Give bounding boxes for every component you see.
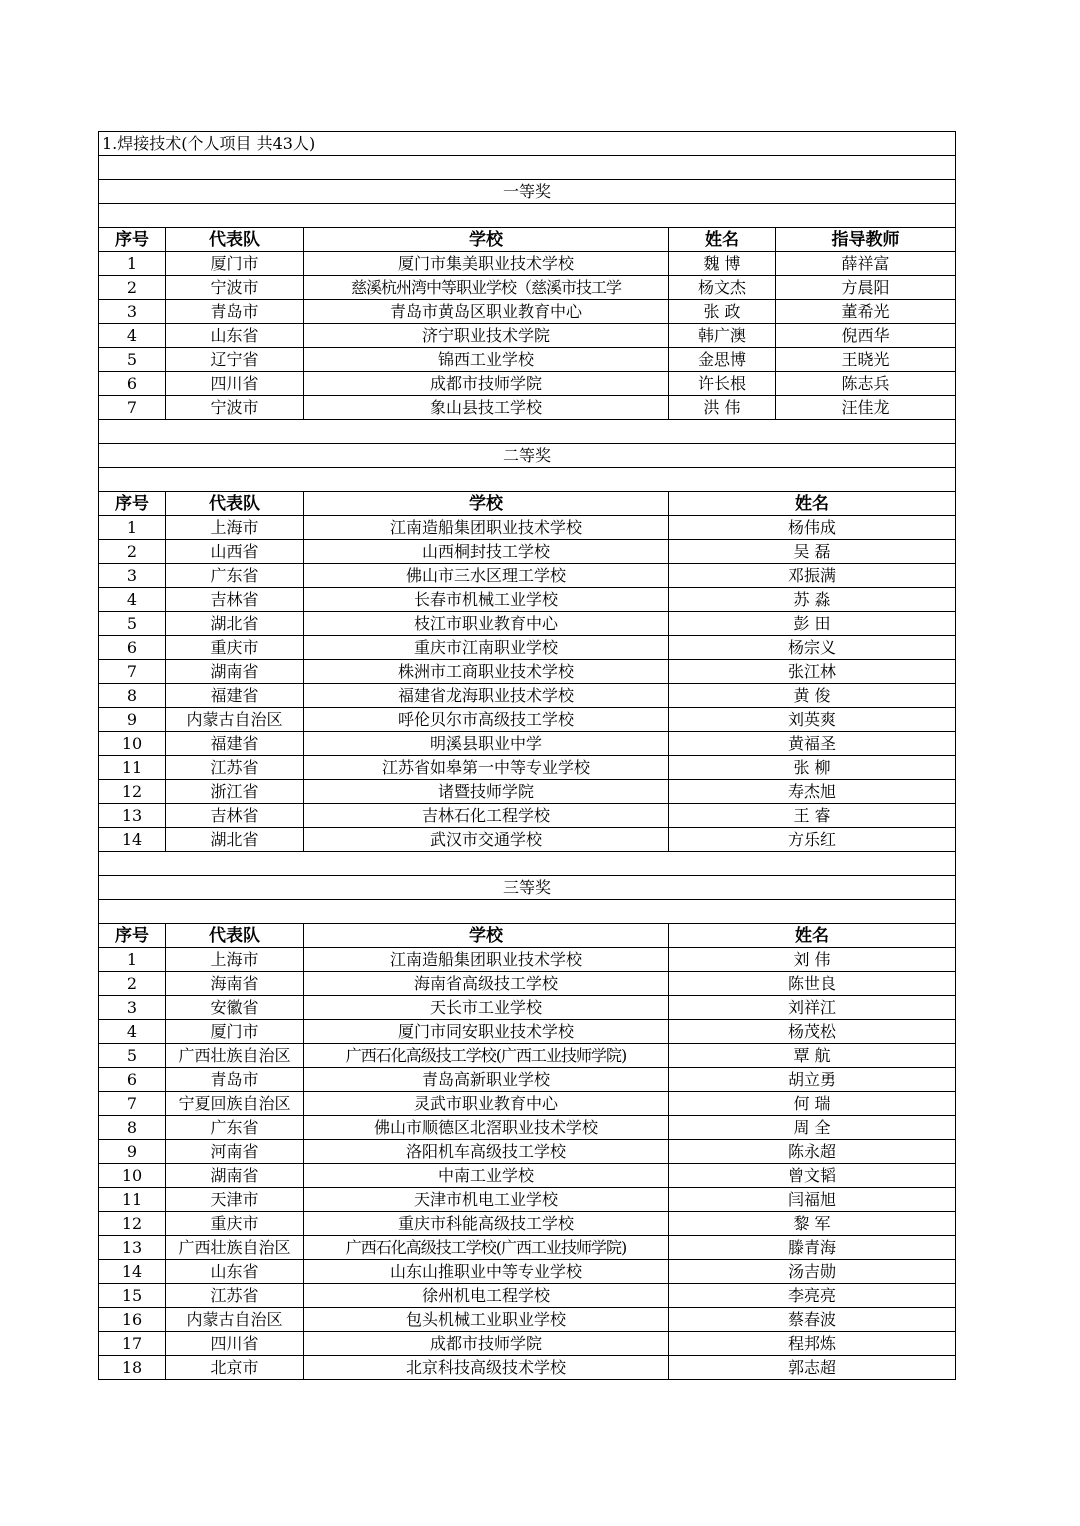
- cell-team: 宁波市: [166, 396, 304, 420]
- cell-teacher: 王晓光: [776, 348, 956, 372]
- cell-name: 寿杰旭: [669, 780, 956, 804]
- cell-no: 1: [99, 948, 166, 972]
- cell-no: 18: [99, 1356, 166, 1380]
- cell-no: 3: [99, 564, 166, 588]
- cell-team: 山东省: [166, 1260, 304, 1284]
- cell-school: 江苏省如皋第一中等专业学校: [304, 756, 669, 780]
- table-row: [99, 252, 956, 276]
- table-row: [99, 1092, 956, 1116]
- table-row: [99, 612, 956, 636]
- cell-school: 北京科技高级技术学校: [304, 1356, 669, 1380]
- cell-team: 山东省: [166, 324, 304, 348]
- table-row: [99, 660, 956, 684]
- table-row: [99, 564, 956, 588]
- cell-team: 青岛市: [166, 1068, 304, 1092]
- cell-name: 郭志超: [669, 1356, 956, 1380]
- cell-name: 刘英爽: [669, 708, 956, 732]
- table-row: [99, 804, 956, 828]
- cell-school: 天津市机电工业学校: [304, 1188, 669, 1212]
- cell-team: 湖南省: [166, 1164, 304, 1188]
- table-row: [99, 300, 956, 324]
- cell-no: 9: [99, 1140, 166, 1164]
- cell-school: 吉林石化工程学校: [304, 804, 669, 828]
- cell-no: 11: [99, 756, 166, 780]
- cell-no: 4: [99, 324, 166, 348]
- cell-team: 山西省: [166, 540, 304, 564]
- cell-team: 广东省: [166, 564, 304, 588]
- table-row: [99, 1236, 956, 1260]
- cell-name: 洪 伟: [669, 396, 776, 420]
- cell-no: 2: [99, 972, 166, 996]
- cell-school: 青岛高新职业学校: [304, 1068, 669, 1092]
- cell-name: 何 瑞: [669, 1092, 956, 1116]
- cell-school: 福建省龙海职业技术学校: [304, 684, 669, 708]
- cell-no: 12: [99, 1212, 166, 1236]
- cell-name: 杨伟成: [669, 516, 956, 540]
- cell-no: 4: [99, 588, 166, 612]
- table-row: [99, 684, 956, 708]
- cell-no: 9: [99, 708, 166, 732]
- cell-name: 李亮亮: [669, 1284, 956, 1308]
- cell-school: 明溪县职业中学: [304, 732, 669, 756]
- cell-school: 厦门市集美职业技术学校: [304, 252, 669, 276]
- cell-name: 闫福旭: [669, 1188, 956, 1212]
- cell-school: 重庆市江南职业学校: [304, 636, 669, 660]
- cell-school: 锦西工业学校: [304, 348, 669, 372]
- header-name: 姓名: [669, 924, 956, 948]
- cell-team: 江苏省: [166, 1284, 304, 1308]
- header-row: [99, 492, 956, 516]
- cell-name: 蔡春波: [669, 1308, 956, 1332]
- cell-name: 刘 伟: [669, 948, 956, 972]
- prize-title: 三等奖: [99, 876, 956, 900]
- cell-team: 湖北省: [166, 612, 304, 636]
- cell-school: 江南造船集团职业技术学校: [304, 948, 669, 972]
- cell-team: 四川省: [166, 1332, 304, 1356]
- table-row: [99, 1188, 956, 1212]
- blank-row: [99, 204, 956, 228]
- cell-school: 包头机械工业职业学校: [304, 1308, 669, 1332]
- table-row: [99, 1164, 956, 1188]
- header-no: 序号: [99, 924, 166, 948]
- cell-team: 吉林省: [166, 804, 304, 828]
- cell-school: 成都市技师学院: [304, 1332, 669, 1356]
- cell-team: 广西壮族自治区: [166, 1044, 304, 1068]
- cell-team: 广东省: [166, 1116, 304, 1140]
- cell-team: 厦门市: [166, 1020, 304, 1044]
- cell-no: 10: [99, 732, 166, 756]
- table-row: [99, 516, 956, 540]
- cell-school: 株洲市工商职业技术学校: [304, 660, 669, 684]
- table-row: [99, 372, 956, 396]
- cell-school: 徐州机电工程学校: [304, 1284, 669, 1308]
- cell-no: 13: [99, 804, 166, 828]
- cell-name: 覃 航: [669, 1044, 956, 1068]
- cell-name: 滕青海: [669, 1236, 956, 1260]
- cell-name: 曾文韬: [669, 1164, 956, 1188]
- cell-name: 方乐红: [669, 828, 956, 852]
- cell-team: 安徽省: [166, 996, 304, 1020]
- cell-name: 许长根: [669, 372, 776, 396]
- table-row: [99, 1140, 956, 1164]
- cell-school: 慈溪杭州湾中等职业学校（慈溪市技工学: [304, 276, 669, 300]
- cell-team: 内蒙古自治区: [166, 1308, 304, 1332]
- table-row: [99, 1308, 956, 1332]
- cell-team: 天津市: [166, 1188, 304, 1212]
- cell-school: 诸暨技师学院: [304, 780, 669, 804]
- cell-name: 陈世良: [669, 972, 956, 996]
- cell-no: 14: [99, 1260, 166, 1284]
- cell-name: 彭 田: [669, 612, 956, 636]
- header-no: 序号: [99, 492, 166, 516]
- cell-team: 湖北省: [166, 828, 304, 852]
- cell-no: 6: [99, 636, 166, 660]
- cell-name: 魏 博: [669, 252, 776, 276]
- cell-teacher: 方晨阳: [776, 276, 956, 300]
- cell-school: 广西石化高级技工学校(广西工业技师学院): [304, 1236, 669, 1260]
- blank-row: [99, 900, 956, 924]
- cell-name: 杨茂松: [669, 1020, 956, 1044]
- table-row: [99, 1356, 956, 1380]
- award-table-body: [99, 132, 956, 1380]
- cell-school: 洛阳机车高级技工学校: [304, 1140, 669, 1164]
- cell-school: 长春市机械工业学校: [304, 588, 669, 612]
- cell-team: 辽宁省: [166, 348, 304, 372]
- cell-school: 中南工业学校: [304, 1164, 669, 1188]
- cell-name: 苏 淼: [669, 588, 956, 612]
- award-table: [98, 131, 956, 1380]
- cell-teacher: 陈志兵: [776, 372, 956, 396]
- header-school: 学校: [304, 228, 669, 252]
- cell-team: 福建省: [166, 684, 304, 708]
- cell-name: 周 全: [669, 1116, 956, 1140]
- cell-no: 6: [99, 372, 166, 396]
- cell-team: 青岛市: [166, 300, 304, 324]
- table-row: [99, 972, 956, 996]
- cell-no: 8: [99, 1116, 166, 1140]
- table-row: [99, 828, 956, 852]
- cell-no: 7: [99, 1092, 166, 1116]
- cell-no: 16: [99, 1308, 166, 1332]
- blank-row: [99, 468, 956, 492]
- cell-no: 13: [99, 1236, 166, 1260]
- cell-team: 四川省: [166, 372, 304, 396]
- cell-no: 14: [99, 828, 166, 852]
- cell-school: 广西石化高级技工学校(广西工业技师学院): [304, 1044, 669, 1068]
- header-no: 序号: [99, 228, 166, 252]
- cell-team: 宁波市: [166, 276, 304, 300]
- cell-no: 4: [99, 1020, 166, 1044]
- table-row: [99, 780, 956, 804]
- cell-no: 5: [99, 348, 166, 372]
- blank-row: [99, 156, 956, 180]
- table-row: [99, 540, 956, 564]
- table-row: [99, 1044, 956, 1068]
- cell-no: 5: [99, 612, 166, 636]
- table-row: [99, 756, 956, 780]
- prize-title-row: [99, 876, 956, 900]
- cell-name: 王 睿: [669, 804, 956, 828]
- cell-teacher: 汪佳龙: [776, 396, 956, 420]
- cell-name: 张 柳: [669, 756, 956, 780]
- header-team: 代表队: [166, 492, 304, 516]
- section-title: 1.焊接技术(个人项目 共43人): [99, 132, 956, 156]
- cell-school: 山东山推职业中等专业学校: [304, 1260, 669, 1284]
- cell-name: 杨宗义: [669, 636, 956, 660]
- header-name: 姓名: [669, 228, 776, 252]
- table-row: [99, 1212, 956, 1236]
- cell-name: 黎 军: [669, 1212, 956, 1236]
- cell-no: 12: [99, 780, 166, 804]
- cell-team: 福建省: [166, 732, 304, 756]
- cell-no: 6: [99, 1068, 166, 1092]
- cell-team: 河南省: [166, 1140, 304, 1164]
- header-teacher: 指导教师: [776, 228, 956, 252]
- cell-name: 黄 俊: [669, 684, 956, 708]
- cell-name: 刘祥江: [669, 996, 956, 1020]
- cell-no: 8: [99, 684, 166, 708]
- table-row: [99, 636, 956, 660]
- header-name: 姓名: [669, 492, 956, 516]
- cell-no: 7: [99, 660, 166, 684]
- cell-no: 10: [99, 1164, 166, 1188]
- cell-teacher: 倪西华: [776, 324, 956, 348]
- cell-no: 3: [99, 996, 166, 1020]
- table-row: [99, 1284, 956, 1308]
- cell-name: 吴 磊: [669, 540, 956, 564]
- table-row: [99, 996, 956, 1020]
- cell-no: 1: [99, 252, 166, 276]
- cell-name: 陈永超: [669, 1140, 956, 1164]
- cell-no: 7: [99, 396, 166, 420]
- cell-no: 2: [99, 276, 166, 300]
- cell-school: 江南造船集团职业技术学校: [304, 516, 669, 540]
- table-row: [99, 348, 956, 372]
- cell-no: 2: [99, 540, 166, 564]
- cell-team: 海南省: [166, 972, 304, 996]
- header-team: 代表队: [166, 228, 304, 252]
- cell-school: 重庆市科能高级技工学校: [304, 1212, 669, 1236]
- cell-name: 杨文杰: [669, 276, 776, 300]
- cell-school: 山西桐封技工学校: [304, 540, 669, 564]
- cell-school: 济宁职业技术学院: [304, 324, 669, 348]
- header-school: 学校: [304, 492, 669, 516]
- cell-team: 内蒙古自治区: [166, 708, 304, 732]
- cell-school: 天长市工业学校: [304, 996, 669, 1020]
- cell-school: 厦门市同安职业技术学校: [304, 1020, 669, 1044]
- table-row: [99, 1332, 956, 1356]
- cell-no: 15: [99, 1284, 166, 1308]
- cell-name: 胡立勇: [669, 1068, 956, 1092]
- cell-team: 广西壮族自治区: [166, 1236, 304, 1260]
- cell-name: 张 政: [669, 300, 776, 324]
- cell-school: 成都市技师学院: [304, 372, 669, 396]
- cell-name: 邓振满: [669, 564, 956, 588]
- table-row: [99, 396, 956, 420]
- cell-no: 1: [99, 516, 166, 540]
- cell-name: 黄福圣: [669, 732, 956, 756]
- cell-team: 上海市: [166, 948, 304, 972]
- cell-no: 11: [99, 1188, 166, 1212]
- cell-school: 青岛市黄岛区职业教育中心: [304, 300, 669, 324]
- cell-team: 江苏省: [166, 756, 304, 780]
- table-row: [99, 588, 956, 612]
- cell-team: 浙江省: [166, 780, 304, 804]
- cell-school: 呼伦贝尔市高级技工学校: [304, 708, 669, 732]
- cell-team: 湖南省: [166, 660, 304, 684]
- cell-team: 吉林省: [166, 588, 304, 612]
- table-row: [99, 732, 956, 756]
- cell-no: 3: [99, 300, 166, 324]
- cell-school: 灵武市职业教育中心: [304, 1092, 669, 1116]
- table-row: [99, 1116, 956, 1140]
- table-row: [99, 1020, 956, 1044]
- cell-teacher: 董希光: [776, 300, 956, 324]
- cell-name: 金思博: [669, 348, 776, 372]
- cell-no: 5: [99, 1044, 166, 1068]
- table-row: [99, 708, 956, 732]
- table-row: [99, 1068, 956, 1092]
- cell-name: 张江林: [669, 660, 956, 684]
- blank-row: [99, 420, 956, 444]
- blank-row: [99, 852, 956, 876]
- table-row: [99, 1260, 956, 1284]
- cell-team: 上海市: [166, 516, 304, 540]
- table-row: [99, 324, 956, 348]
- cell-school: 佛山市顺德区北滘职业技术学校: [304, 1116, 669, 1140]
- cell-no: 17: [99, 1332, 166, 1356]
- cell-name: 汤吉勋: [669, 1260, 956, 1284]
- prize-title: 一等奖: [99, 180, 956, 204]
- table-row: [99, 276, 956, 300]
- header-team: 代表队: [166, 924, 304, 948]
- cell-school: 海南省高级技工学校: [304, 972, 669, 996]
- cell-school: 象山县技工学校: [304, 396, 669, 420]
- cell-team: 宁夏回族自治区: [166, 1092, 304, 1116]
- cell-name: 韩广澳: [669, 324, 776, 348]
- cell-team: 厦门市: [166, 252, 304, 276]
- cell-school: 佛山市三水区理工学校: [304, 564, 669, 588]
- header-row: [99, 924, 956, 948]
- cell-name: 程邦炼: [669, 1332, 956, 1356]
- cell-team: 重庆市: [166, 1212, 304, 1236]
- cell-school: 枝江市职业教育中心: [304, 612, 669, 636]
- header-school: 学校: [304, 924, 669, 948]
- prize-title: 二等奖: [99, 444, 956, 468]
- cell-school: 武汉市交通学校: [304, 828, 669, 852]
- header-row: [99, 228, 956, 252]
- table-row: [99, 948, 956, 972]
- cell-team: 重庆市: [166, 636, 304, 660]
- prize-title-row: [99, 444, 956, 468]
- cell-team: 北京市: [166, 1356, 304, 1380]
- cell-teacher: 薛祥富: [776, 252, 956, 276]
- prize-title-row: [99, 180, 956, 204]
